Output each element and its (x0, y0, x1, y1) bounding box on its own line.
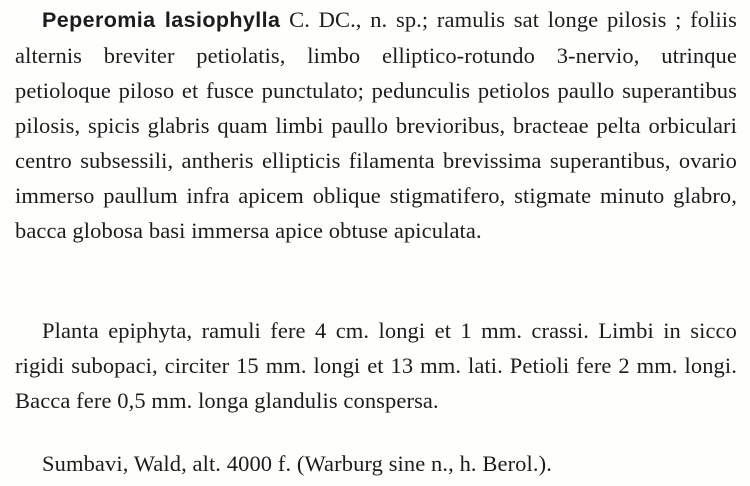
locality-paragraph (15, 446, 737, 481)
habit-text: Planta epiphyta, ramuli fere 4 cm. longi et 1 mm. crassi. Limbi in sicco rigidi subopaci, circiter 15 mm. longi et 13 mm. lati. Petioli fere 2 mm. longi. Bacca fere 0,5 mm. longa glandulis conspersa. (15, 318, 737, 413)
species-name: Peperomia lasiophylla (42, 8, 281, 32)
diagnosis-text: C. DC., n. sp.; ramulis sat longe pilosis ; foliis alternis breviter petiolatis, limbo elliptico-rotundo 3-nervio, utrinque petioloque piloso et fusce punctulato; pedunculis petiolos paullo superantibus pilosis, spicis glabris quam limbi paullo brevioribus, bracteae pelta orbiculari centro subsessili, antheris ellipticis filamenta brevissima superantibus, ovario immerso paullum infra apicem oblique stigmatifero, stigmate minuto glabro, bacca globosa basi immersa apice obtuse apiculata. (15, 7, 737, 243)
habit-paragraph (15, 313, 737, 418)
diagnosis-paragraph (15, 2, 737, 248)
locality-text: Sumbavi, Wald, alt. 4000 f. (Warburg sine n., h. Berol.). (42, 451, 552, 476)
